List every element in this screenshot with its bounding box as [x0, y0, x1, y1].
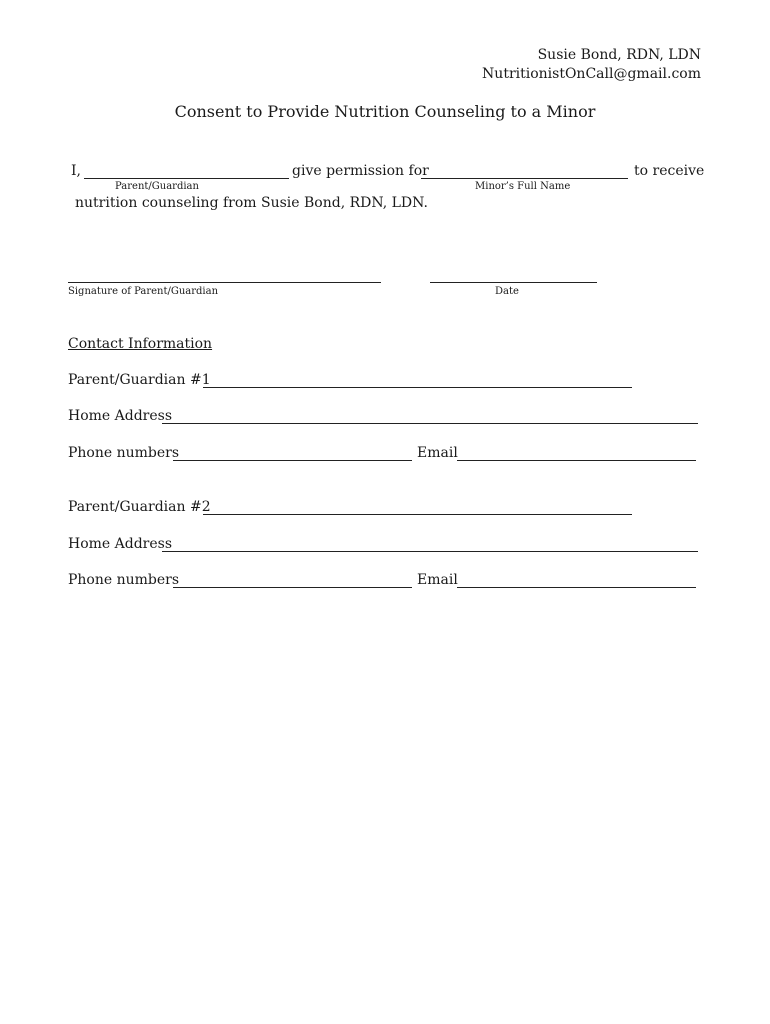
permission-middle: give permission for [292, 163, 429, 179]
minor-caption: Minor’s Full Name [475, 181, 571, 192]
phone2-field[interactable] [173, 587, 412, 588]
email2-field[interactable] [457, 587, 696, 588]
author-name: Susie Bond, RDN, LDN [537, 47, 701, 63]
home-address1-label: Home Address [68, 408, 173, 424]
guardian2-label: Parent/Guardian #2 [68, 499, 211, 515]
guardian-caption: Parent/Guardian [115, 181, 199, 192]
guardian1-field[interactable] [203, 387, 632, 388]
home-address2-label: Home Address [68, 536, 173, 552]
home-address1-field[interactable] [162, 423, 698, 424]
home-address2-field[interactable] [162, 551, 698, 552]
email1-label: Email [417, 445, 458, 461]
permission-suffix: to receive [634, 163, 705, 179]
phone1-label: Phone numbers [68, 445, 180, 461]
guardian1-label: Parent/Guardian #1 [68, 372, 211, 388]
author-email: NutritionistOnCall@gmail.com [482, 66, 701, 82]
date-caption: Date [495, 286, 519, 297]
contact-heading: Contact Information [68, 336, 213, 352]
email1-field[interactable] [457, 460, 696, 461]
guardian-name-field[interactable] [84, 178, 289, 179]
permission-prefix: I, [71, 163, 81, 179]
phone1-field[interactable] [173, 460, 412, 461]
email2-label: Email [417, 572, 458, 588]
permission-continuation: nutrition counseling from Susie Bond, RDN, LDN. [75, 195, 428, 211]
page-title: Consent to Provide Nutrition Counseling to a Minor [174, 102, 596, 121]
guardian2-field[interactable] [203, 514, 632, 515]
date-field[interactable] [430, 282, 597, 283]
signature-caption: Signature of Parent/Guardian [68, 286, 219, 297]
signature-field[interactable] [68, 282, 381, 283]
minor-name-field[interactable] [421, 178, 628, 179]
phone2-label: Phone numbers [68, 572, 180, 588]
